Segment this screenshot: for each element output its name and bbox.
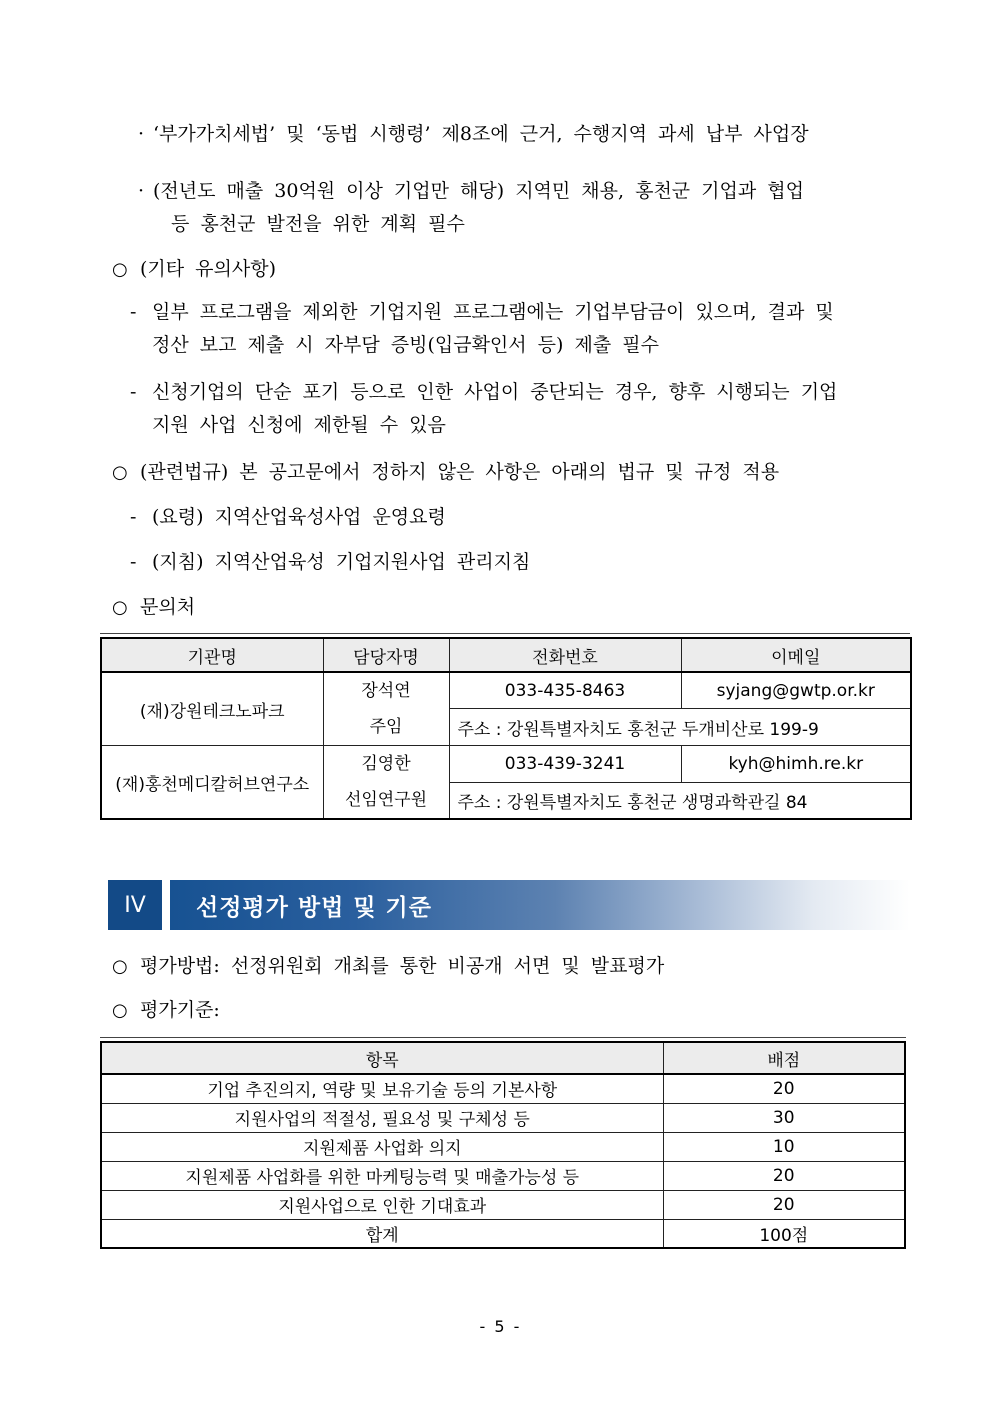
email-cell: kyh@himh.re.kr <box>681 746 911 783</box>
circle-bullet-marker: ○ <box>112 1000 128 1021</box>
list-item <box>100 546 910 579</box>
address-cell: 주소 : 강원특별자치도 홍천군 생명과학관길 84 <box>449 782 911 819</box>
list-item <box>100 175 910 241</box>
text-line: (기타 유의사항) <box>140 258 276 280</box>
criteria-table <box>100 1041 906 1249</box>
text-line: (지침) 지역산업육성 기업지원사업 관리지침 <box>152 551 531 573</box>
contact-table-header-row <box>101 638 911 672</box>
criteria-item-cell: 지원제품 사업화 의지 <box>101 1132 663 1161</box>
text-line: (요령) 지역산업육성사업 운영요령 <box>152 506 446 528</box>
text-line: 평가방법: 선정위원회 개최를 통한 비공개 서면 및 발표평가 <box>140 955 665 977</box>
text-line: ‘부가가치세법’ 및 ‘동법 시행령’ 제8조에 근거, 수행지역 과세 납부 사업장 <box>153 123 809 145</box>
text-line: 정산 보고 제출 시 자부담 증빙(입금확인서 등) 제출 필수 <box>152 334 659 356</box>
table-row <box>101 1190 905 1219</box>
list-item-text <box>140 591 195 624</box>
circle-bullet-marker: ○ <box>112 597 128 618</box>
circle-bullet-marker: ○ <box>112 462 128 483</box>
list-item-text <box>152 376 837 442</box>
person-name: 김영한 <box>361 754 411 774</box>
text-line: (관련법규) 본 공고문에서 정하지 않은 사항은 아래의 법규 및 규정 적용 <box>140 461 780 483</box>
phone-cell: 033-435-8463 <box>449 672 681 709</box>
list-item <box>100 501 910 534</box>
criteria-item-cell: 지원제품 사업화를 위한 마케팅능력 및 매출가능성 등 <box>101 1161 663 1190</box>
column-header-email: 이메일 <box>681 638 911 672</box>
dot-bullet-marker: · <box>138 180 145 202</box>
list-item <box>100 296 910 362</box>
table-row <box>101 1132 905 1161</box>
criteria-score-cell: 20 <box>663 1190 905 1219</box>
dash-bullet-marker: - <box>130 301 137 323</box>
circle-bullet-marker: ○ <box>112 956 128 977</box>
text-line: (전년도 매출 30억원 이상 기업만 해당) 지역민 채용, 홍천군 기업과 협업 <box>153 180 804 202</box>
evaluation-section <box>100 950 910 1027</box>
table-row <box>101 1103 905 1132</box>
list-item-text <box>140 253 276 286</box>
criteria-table-header-row <box>101 1042 905 1074</box>
text-line: 문의처 <box>140 596 196 618</box>
criteria-score-cell: 20 <box>663 1161 905 1190</box>
criteria-item-cell: 지원사업의 적절성, 필요성 및 구체성 등 <box>101 1103 663 1132</box>
section-title: 선정평가 방법 및 기준 <box>170 880 910 930</box>
circle-bullet-marker: ○ <box>112 259 128 280</box>
criteria-item-cell: 합계 <box>101 1219 663 1248</box>
criteria-score-cell: 30 <box>663 1103 905 1132</box>
text-line: 일부 프로그램을 제외한 기업지원 프로그램에는 기업부담금이 있으며, 결과 및 <box>152 301 834 323</box>
list-item-text <box>140 456 779 489</box>
table-row-total <box>101 1219 905 1248</box>
criteria-score-cell: 100점 <box>663 1219 905 1248</box>
text-line: 지원 사업 신청에 제한될 수 있음 <box>152 414 446 436</box>
criteria-score-cell: 20 <box>663 1074 905 1103</box>
list-item-text <box>152 296 834 362</box>
list-item-text <box>153 118 809 151</box>
criteria-item-cell: 기업 추진의지, 역량 및 보유기술 등의 기본사항 <box>101 1074 663 1103</box>
table-row <box>101 672 911 709</box>
column-header-item: 항목 <box>101 1042 663 1074</box>
page-number: - 5 - <box>479 1317 522 1336</box>
list-item <box>100 376 910 442</box>
person-name: 장석연 <box>361 681 411 701</box>
list-item <box>100 456 910 489</box>
org-cell: (재)홍천메디칼허브연구소 <box>101 746 323 820</box>
contact-table <box>100 637 912 820</box>
table-row <box>101 1161 905 1190</box>
list-item <box>100 118 910 151</box>
list-item-text <box>152 501 446 534</box>
list-item-eval-method <box>100 950 910 983</box>
section-header <box>108 880 910 930</box>
person-title: 선임연구원 <box>344 790 428 810</box>
column-header-phone: 전화번호 <box>449 638 681 672</box>
text-line: 등 홍천군 발전을 위한 계획 필수 <box>171 213 465 235</box>
phone-cell: 033-439-3241 <box>449 746 681 783</box>
criteria-table-wrapper <box>100 1037 906 1249</box>
criteria-score-cell: 10 <box>663 1132 905 1161</box>
person-cell <box>323 672 449 746</box>
column-header-person: 담당자명 <box>323 638 449 672</box>
dash-bullet-marker: - <box>130 551 137 573</box>
person-title: 주임 <box>369 717 403 737</box>
org-cell: (재)강원테크노파크 <box>101 672 323 746</box>
email-cell: syjang@gwtp.or.kr <box>681 672 911 709</box>
column-header-score: 배점 <box>663 1042 905 1074</box>
list-item-eval-criteria <box>100 994 910 1027</box>
dot-bullet-marker: · <box>138 123 145 145</box>
list-item-text <box>153 175 804 241</box>
address-cell: 주소 : 강원특별자치도 홍천군 두개비산로 199-9 <box>449 709 911 746</box>
list-item-contact-heading <box>100 591 910 624</box>
text-line: 평가기준: <box>140 999 220 1021</box>
table-row <box>101 1074 905 1103</box>
dash-bullet-marker: - <box>130 506 137 528</box>
text-line: 신청기업의 단순 포기 등으로 인한 사업이 중단되는 경우, 향후 시행되는 기업 <box>152 381 838 403</box>
contact-table-wrapper <box>100 633 910 820</box>
list-item <box>100 253 910 286</box>
column-header-org: 기관명 <box>101 638 323 672</box>
table-row <box>101 746 911 783</box>
section-number-badge: IV <box>108 880 162 930</box>
dash-bullet-marker: - <box>130 381 137 403</box>
person-cell <box>323 746 449 820</box>
list-item-text <box>152 546 530 579</box>
criteria-item-cell: 지원사업으로 인한 기대효과 <box>101 1190 663 1219</box>
